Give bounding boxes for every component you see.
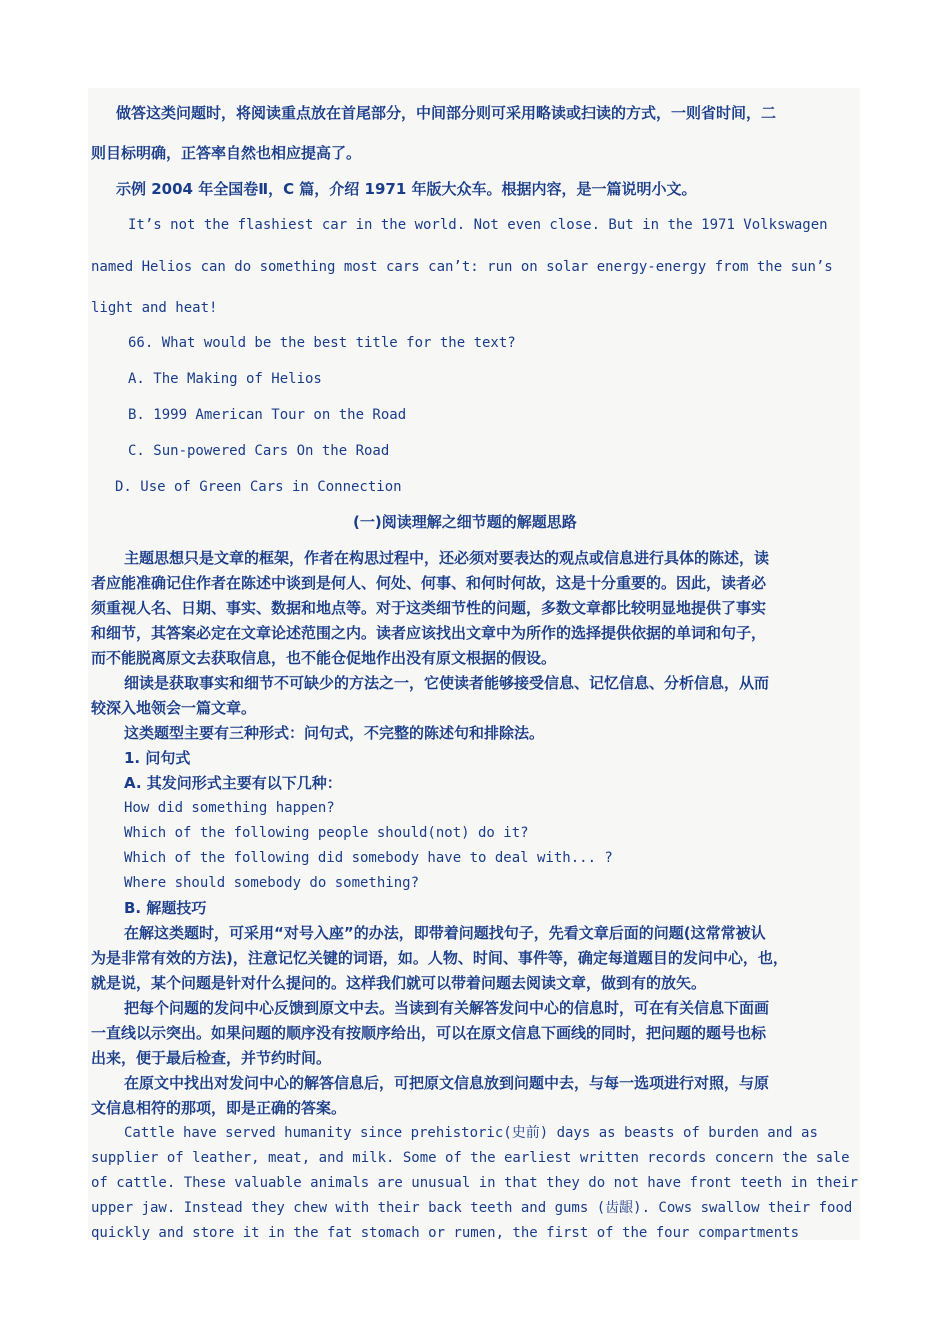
- body-line: 出来，便于最后检查，并节约时间。: [91, 1049, 332, 1067]
- example-line: 示例 2004 年全国卷Ⅱ，C 篇，介绍 1971 年版大众车。根据内容，是一篇说明小文。: [116, 180, 697, 198]
- body-line: quickly and store it in the fat stomach or rumen, the first of the four compartments: [91, 1225, 800, 1241]
- body-line: 者应能准确记住作者在陈述中谈到是何人、何处、何事、和何时何故，这是十分重要的。因此，读者必: [91, 574, 767, 592]
- intro-line-2: 则目标明确，正答率自然也相应提高了。: [91, 144, 362, 162]
- body-line: 主题思想只是文章的框架，作者在构思过程中，还必须对要表达的观点或信息进行具体的陈述，读: [124, 549, 770, 567]
- passage-line-1: It’s not the flashiest car in the world. Not even close. But in the 1971 Volkswagen: [128, 217, 828, 233]
- body-line: 文信息相符的那项，即是正确的答案。: [91, 1099, 347, 1117]
- question-66: 66. What would be the best title for the text?: [128, 335, 516, 351]
- body-line: 就是说，某个问题是针对什么提问的。这样我们就可以带着问题去阅读文章，做到有的放矢。: [91, 974, 707, 992]
- body-line: B. 解题技巧: [124, 899, 207, 917]
- passage-line-3: light and heat!: [91, 300, 218, 316]
- document-page: [88, 88, 860, 1240]
- body-line: 这类题型主要有三种形式：问句式，不完整的陈述句和排除法。: [124, 724, 545, 742]
- body-line: supplier of leather, meat, and milk. Some of the earliest written records concern the sale: [91, 1150, 850, 1166]
- passage-line-2: named Helios can do something most cars can’t: run on solar energy-energy from the sun’s: [91, 259, 833, 275]
- option-a: A. The Making of Helios: [128, 371, 322, 387]
- intro-line-1: 做答这类问题时，将阅读重点放在首尾部分，中间部分则可采用略读或扫读的方式，一则省时间，二: [116, 104, 777, 122]
- body-line: 1. 问句式: [124, 749, 191, 767]
- body-line: Cattle have served humanity since prehistoric(史前) days as beasts of burden and as: [124, 1125, 818, 1141]
- body-line: upper jaw. Instead they chew with their back teeth and gums (齿龈). Cows swallow their food: [91, 1200, 853, 1216]
- body-line: How did something happen?: [124, 800, 335, 816]
- body-line: Where should somebody do something?: [124, 875, 420, 891]
- body-line: of cattle. These valuable animals are unusual in that they do not have front teeth in their: [91, 1175, 859, 1191]
- body-line: 较深入地领会一篇文章。: [91, 699, 257, 717]
- body-line: 把每个问题的发问中心反馈到原文中去。当读到有关解答发问中心的信息时，可在有关信息下面画: [124, 999, 770, 1017]
- body-line: 在解这类题时，可采用“对号入座”的办法，即带着问题找句子，先看文章后面的问题(这常常被认: [124, 924, 766, 942]
- option-d: D. Use of Green Cars in Connection: [115, 479, 402, 495]
- option-b: B. 1999 American Tour on the Road: [128, 407, 407, 423]
- body-line: 细读是获取事实和细节不可缺少的方法之一，它使读者能够接受信息、记忆信息、分析信息，从而: [124, 674, 770, 692]
- body-line: 在原文中找出对发问中心的解答信息后，可把原文信息放到问题中去，与每一选项进行对照，与原: [124, 1074, 770, 1092]
- body-line: 而不能脱离原文去获取信息，也不能仓促地作出没有原文根据的假设。: [91, 649, 557, 667]
- section-heading: (一)阅读理解之细节题的解题思路: [353, 513, 577, 531]
- body-line: Which of the following did somebody have to deal with... ?: [124, 850, 613, 866]
- body-line: Which of the following people should(not) do it?: [124, 825, 529, 841]
- body-line: A. 其发问形式主要有以下几种：: [124, 774, 342, 792]
- body-line: 和细节，其答案必定在文章论述范围之内。读者应该找出文章中为所作的选择提供依据的单词和句子，: [91, 624, 767, 642]
- body-line: 一直线以示突出。如果问题的顺序没有按顺序给出，可以在原文信息下画线的同时，把问题的题号也标: [91, 1024, 767, 1042]
- body-line: 须重视人名、日期、事实、数据和地点等。对于这类细节性的问题，多数文章都比较明显地提供了事实: [91, 599, 767, 617]
- option-c: C. Sun-powered Cars On the Road: [128, 443, 390, 459]
- body-line: 为是非常有效的方法)，注意记忆关键的词语，如。人物、时间、事件等，确定每道题目的发问中心，也，: [91, 949, 788, 967]
